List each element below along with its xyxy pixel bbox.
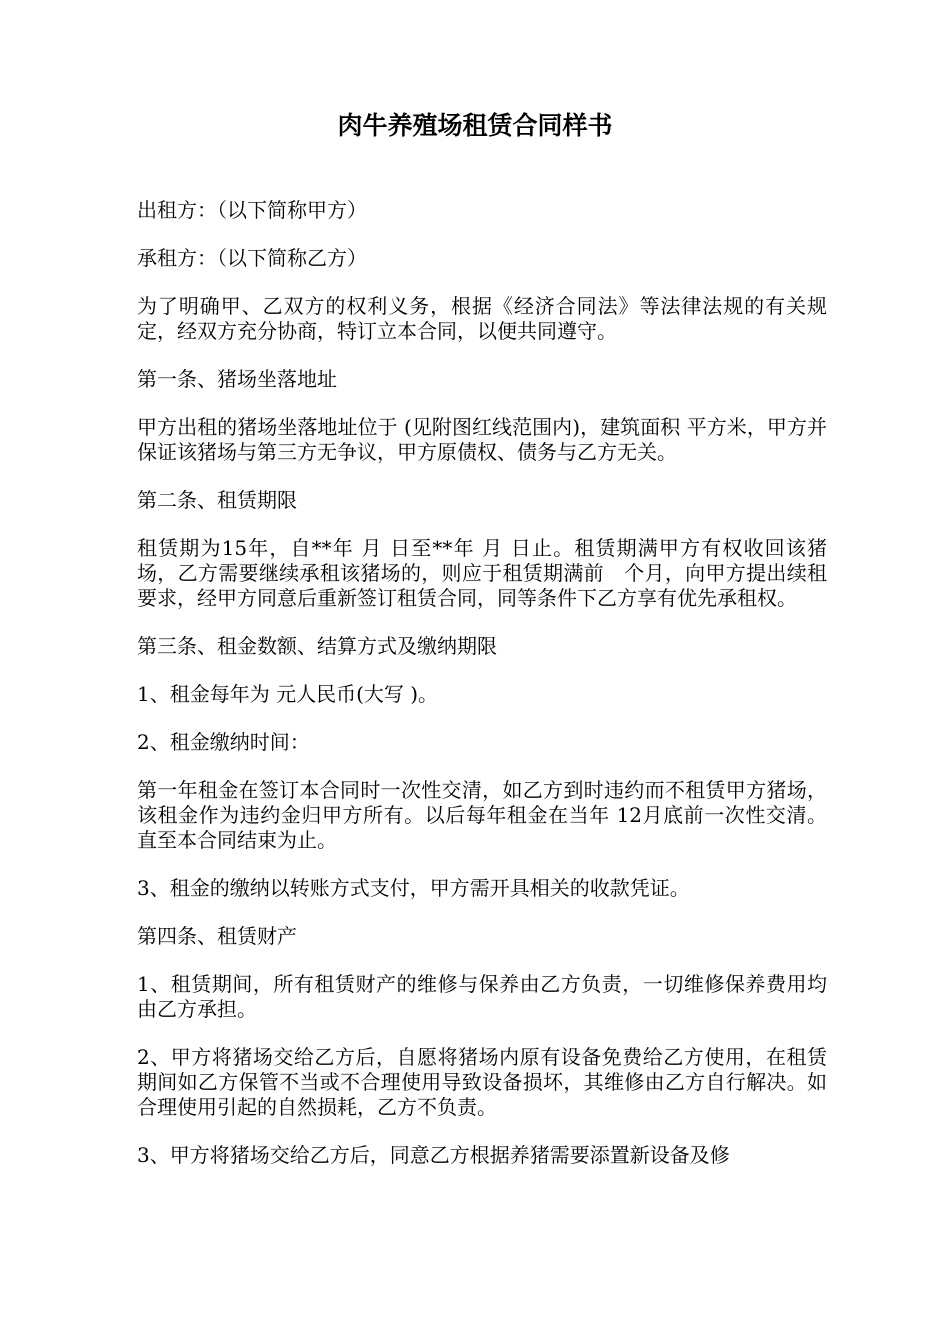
article-3-item-3: 3、租金的缴纳以转账方式支付，甲方需开具相关的收款凭证。: [137, 876, 690, 900]
article-4-item-1: 1、租赁期间，所有租赁财产的维修与保养由乙方负责，一切维修保养费用均由乙方承担。: [137, 972, 827, 1021]
paragraph-lessor: 出租方：（以下简称甲方）: [137, 198, 367, 222]
article-4-item-3: 3、甲方将猪场交给乙方后，同意乙方根据养猪需要添置新设备及修: [137, 1143, 730, 1167]
article-4-heading: 第四条、租赁财产: [137, 924, 297, 948]
article-2-heading: 第二条、租赁期限: [137, 488, 297, 512]
article-3-item-1: 1、租金每年为 元人民币(大写 )。: [137, 682, 439, 706]
article-1-heading: 第一条、猪场坐落地址: [137, 367, 337, 391]
article-3-heading: 第三条、租金数额、结算方式及缴纳期限: [137, 634, 497, 658]
paragraph-preamble: 为了明确甲、乙双方的权利义务，根据《经济合同法》等法律法规的有关规定，经双方充分协商，特订立本合同，以便共同遵守。: [137, 294, 827, 343]
article-3-item-2: 2、租金缴纳时间：: [137, 730, 310, 754]
article-1-text: 甲方出租的猪场坐落地址位于 (见附图红线范围内)，建筑面积 平方米，甲方并保证该猪场与第三方无争议，甲方原债权、债务与乙方无关。: [137, 415, 827, 464]
article-4-item-2: 2、甲方将猪场交给乙方后，自愿将猪场内原有设备免费给乙方使用，在租赁期间如乙方保管不当或不合理使用导致设备损坏，其维修由乙方自行解决。如合理使用引起的自然损耗，乙方不负责。: [137, 1045, 827, 1119]
article-2-text: 租赁期为15年，自**年 月 日至**年 月 日止。租赁期满甲方有权收回该猪场，乙方需要继续承租该猪场的，则应于租赁期满前 个月，向甲方提出续租要求，经甲方同意后重新签订租赁合同，同等条件下乙方享有优先承租权。: [137, 536, 827, 610]
paragraph-lessee: 承租方：（以下简称乙方）: [137, 246, 367, 270]
document-body: [137, 198, 827, 1191]
document-title: 肉牛养殖场租赁合同样书: [337, 111, 613, 140]
article-3-item-2-detail: 第一年租金在签订本合同时一次性交清，如乙方到时违约而不租赁甲方猪场，该租金作为违约金归甲方所有。以后每年租金在当年 12月底前一次性交清。直至本合同结束为止。: [137, 778, 827, 852]
